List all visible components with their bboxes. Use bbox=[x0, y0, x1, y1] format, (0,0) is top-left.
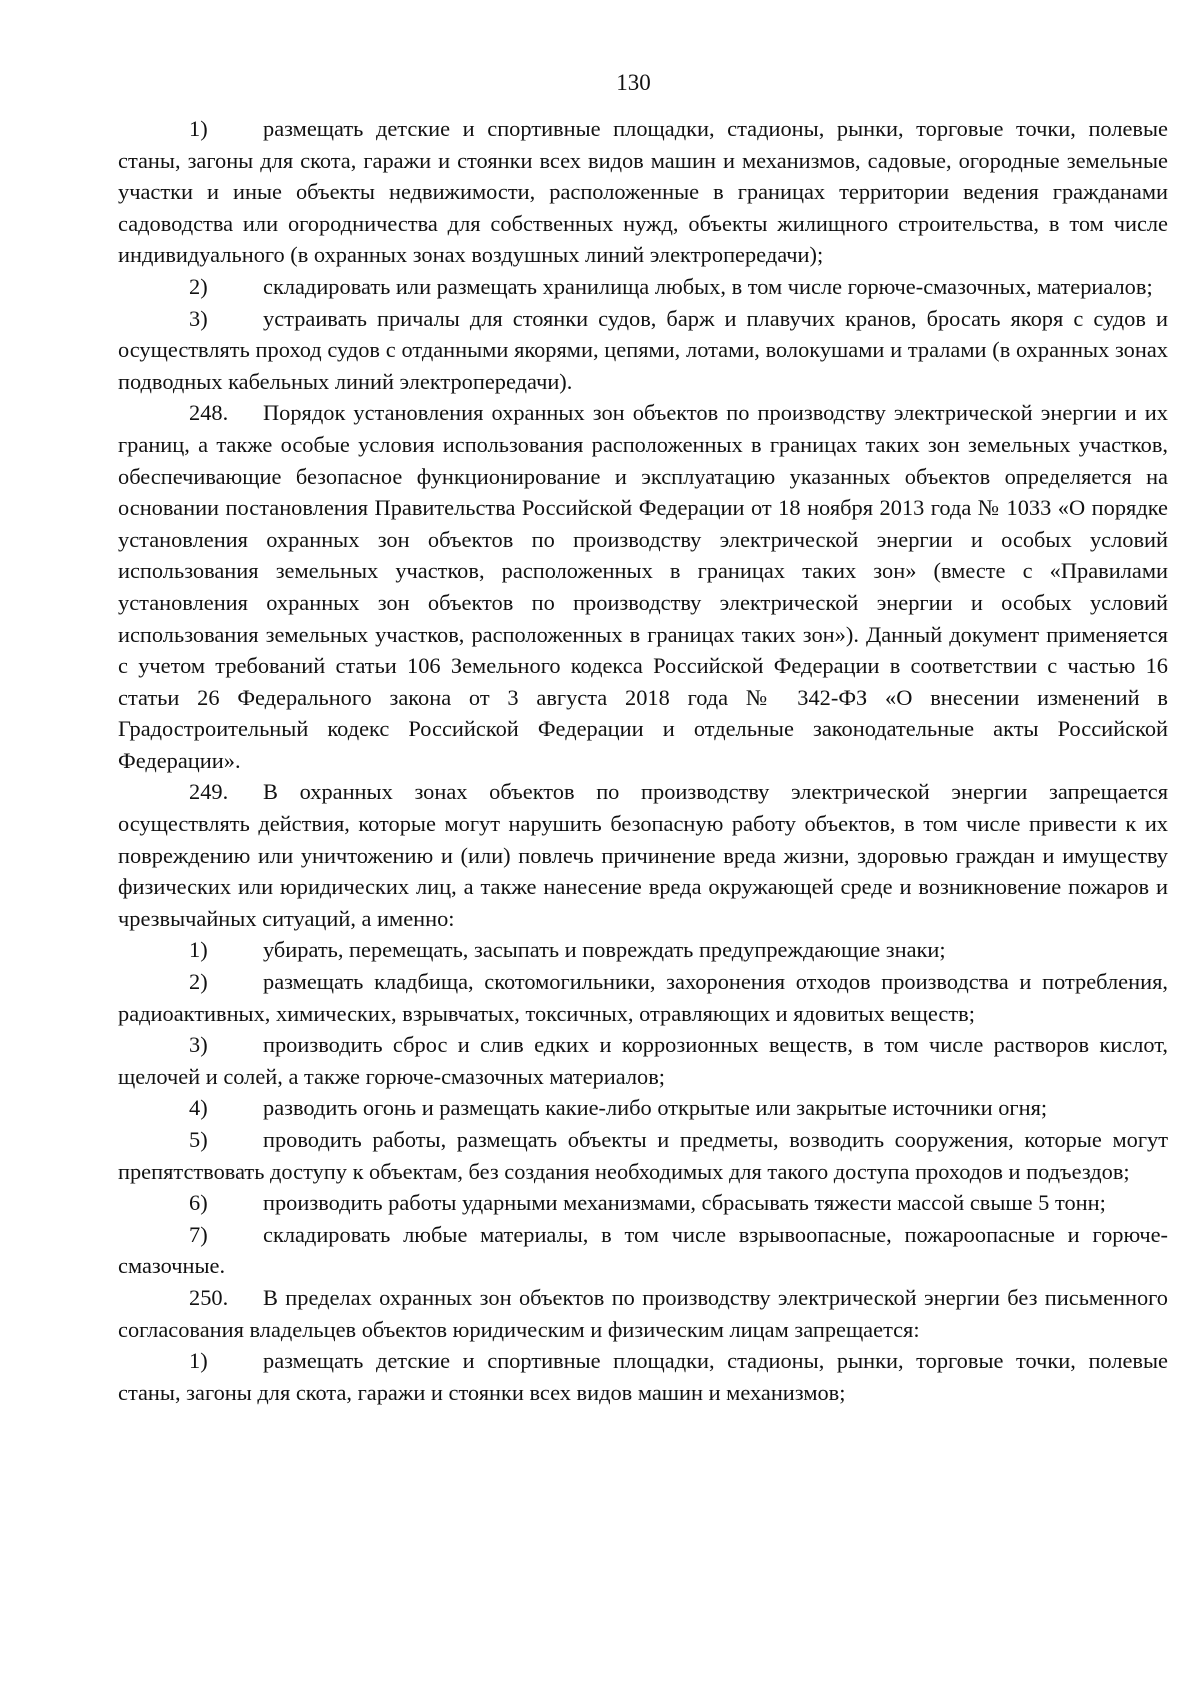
document-body bbox=[118, 113, 1168, 1408]
item-number: 2) bbox=[189, 273, 208, 299]
list-item bbox=[118, 113, 1168, 271]
item-number: 2) bbox=[189, 969, 208, 995]
list-item bbox=[118, 934, 1168, 966]
section-text: Порядок установления охранных зон объектов по производству электрической энергии и их границ, а также особые условия использования расположенных в границах таких зон земельных участков, обеспечивающие безопасное функционирование и эксплуатацию указанных объектов определяется на основании постановления Правительства Российской Федерации от 18 ноября 2013 года № 1033 «О порядке установления охранных зон объектов по производству электрической энергии и особых условий использования земельных участков, расположенных в границах таких зон» (вместе с «Правилами установления охранных зон объектов по производству электрической энергии и особых условий использования земельных участков, расположенных в границах таких зон»). Данный документ применяется с учетом требований статьи 106 Земельного кодекса Российской Федерации в соответствии с частью 16 статьи 26 Федерального закона от 3 августа 2018 года № 342-ФЗ «О внесении изменений в Градостроительный кодекс Российской Федерации и отдельные законодательные акты Российской Федерации». bbox=[118, 400, 1168, 773]
list-item bbox=[118, 1219, 1168, 1282]
list-item bbox=[118, 1029, 1168, 1092]
item-number: 3) bbox=[189, 305, 208, 331]
list-item bbox=[118, 303, 1168, 398]
item-number: 4) bbox=[189, 1095, 208, 1121]
item-text: производить работы ударными механизмами, сбрасывать тяжести массой свыше 5 тонн; bbox=[263, 1190, 1106, 1216]
page-number: 130 bbox=[616, 70, 651, 95]
section-number: 248. bbox=[189, 400, 229, 426]
item-text: размещать детские и спортивные площадки, стадионы, рынки, торговые точки, полевые станы, загоны для скота, гаражи и стоянки всех видов машин и механизмов; bbox=[118, 1348, 1168, 1405]
item-number: 7) bbox=[189, 1221, 208, 1247]
list-item bbox=[118, 1092, 1168, 1124]
section-text: В охранных зонах объектов по производству электрической энергии запрещается осуществлять действия, которые могут нарушить безопасную работу объектов, в том числе привести к их повреждению или уничтожению и (или) повлечь причинение вреда жизни, здоровью граждан и имуществу физических или юридических лиц, а также нанесение вреда окружающей среде и возникновение пожаров и чрезвычайных ситуаций, а именно: bbox=[118, 779, 1168, 931]
section-paragraph bbox=[118, 776, 1168, 934]
item-text: устраивать причалы для стоянки судов, барж и плавучих кранов, бросать якоря с судов и осуществлять проход судов с отданными якорями, цепями, лотами, волокушами и тралами (в охранных зонах подводных кабельных линий электропередачи). bbox=[118, 305, 1168, 394]
list-item bbox=[118, 1345, 1168, 1408]
section-paragraph bbox=[118, 397, 1168, 776]
item-text: складировать или размещать хранилища любых, в том числе горюче-смазочных, материалов; bbox=[263, 273, 1153, 299]
item-number: 1) bbox=[189, 937, 208, 963]
item-text: производить сброс и слив едких и коррозионных веществ, в том числе растворов кислот, щелочей и солей, а также горюче-смазочных материалов; bbox=[118, 1032, 1168, 1089]
list-item bbox=[118, 1124, 1168, 1187]
list-item bbox=[118, 966, 1168, 1029]
section-number: 249. bbox=[189, 779, 229, 805]
item-number: 3) bbox=[189, 1032, 208, 1058]
item-number: 1) bbox=[189, 116, 208, 141]
item-number: 6) bbox=[189, 1190, 208, 1216]
item-text: проводить работы, размещать объекты и предметы, возводить сооружения, которые могут препятствовать доступу к объектам, без создания необходимых для такого доступа проходов и подъездов; bbox=[118, 1127, 1168, 1184]
item-text: размещать кладбища, скотомогильники, захоронения отходов производства и потребления, радиоактивных, химических, взрывчатых, токсичных, отравляющих и ядовитых веществ; bbox=[118, 969, 1168, 1026]
item-number: 5) bbox=[189, 1127, 208, 1152]
item-text: убирать, перемещать, засыпать и повреждать предупреждающие знаки; bbox=[263, 937, 946, 963]
section-text: В пределах охранных зон объектов по производству электрической энергии без письменного согласования владельцев объектов юридическим и физическим лицам запрещается: bbox=[118, 1284, 1168, 1342]
item-number: 1) bbox=[189, 1348, 208, 1374]
item-text: размещать детские и спортивные площадки, стадионы, рынки, торговые точки, полевые станы, загоны для скота, гаражи и стоянки всех видов машин и механизмов, садовые, огородные земельные участки и иные объекты недвижимости, расположенные в границах территории ведения гражданами садоводства или огородничества для собственных нужд, объекты жилищного строительства, в том числе индивидуального (в охранных зонах воздушных линий электропередачи); bbox=[118, 116, 1168, 268]
section-paragraph bbox=[118, 1282, 1168, 1345]
list-item bbox=[118, 1187, 1168, 1219]
list-item bbox=[118, 271, 1168, 303]
section-number: 250. bbox=[189, 1284, 229, 1310]
item-text: разводить огонь и размещать какие-либо открытые или закрытые источники огня; bbox=[263, 1095, 1048, 1121]
item-text: складировать любые материалы, в том числе взрывоопасные, пожароопасные и горюче-смазочные. bbox=[118, 1221, 1168, 1279]
